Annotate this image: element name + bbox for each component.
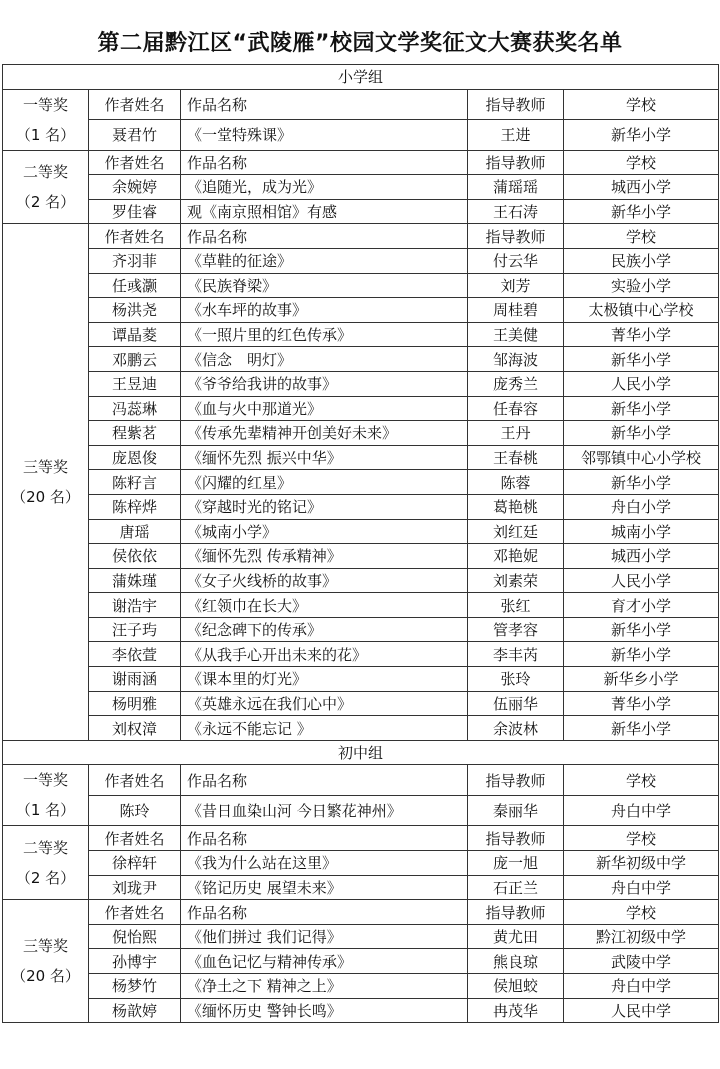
table-row — [3, 949, 719, 974]
teacher-name: 秦丽华 — [468, 795, 564, 826]
work-title: 《我为什么站在这里》 — [181, 851, 468, 876]
award-tier-name: 三等奖 — [22, 937, 68, 956]
teacher-name: 张红 — [468, 593, 564, 618]
header-author: 作者姓名 — [89, 89, 181, 120]
group-title: 初中组 — [3, 740, 719, 765]
school-name: 新华乡小学 — [564, 667, 719, 692]
header-school: 学校 — [564, 826, 719, 851]
table-row — [3, 974, 719, 999]
teacher-name: 王丹 — [468, 421, 564, 446]
author-name: 徐梓轩 — [89, 851, 181, 876]
teacher-name: 周桂碧 — [468, 298, 564, 323]
table-row — [3, 593, 719, 618]
author-name: 谭晶菱 — [89, 322, 181, 347]
award-tier — [3, 89, 89, 150]
header-teacher: 指导教师 — [468, 150, 564, 175]
award-tier-name: 三等奖 — [22, 458, 68, 477]
teacher-name: 庞秀兰 — [468, 371, 564, 396]
award-tier — [3, 826, 89, 900]
school-name: 人民小学 — [564, 568, 719, 593]
table-row — [3, 396, 719, 421]
teacher-name: 陈蓉 — [468, 470, 564, 495]
teacher-name: 冉茂华 — [468, 998, 564, 1023]
header-author: 作者姓名 — [89, 826, 181, 851]
teacher-name: 余波林 — [468, 716, 564, 741]
table-row — [3, 175, 719, 200]
teacher-name: 管孝容 — [468, 617, 564, 642]
header-work: 作品名称 — [181, 89, 468, 120]
school-name: 城南小学 — [564, 519, 719, 544]
award-tier-count: （1 名） — [15, 801, 76, 820]
school-name: 菁华小学 — [564, 322, 719, 347]
table-row — [3, 875, 719, 900]
column-header-row — [3, 224, 719, 249]
table-row — [3, 421, 719, 446]
author-name: 李依萱 — [89, 642, 181, 667]
author-name: 余婉婷 — [89, 175, 181, 200]
work-title: 《民族脊梁》 — [181, 273, 468, 298]
table-row — [3, 445, 719, 470]
school-name: 新华小学 — [564, 642, 719, 667]
author-name: 侯依依 — [89, 544, 181, 569]
work-title: 《信念 明灯》 — [181, 347, 468, 372]
work-title: 《英雄永远在我们心中》 — [181, 691, 468, 716]
school-name: 人民中学 — [564, 998, 719, 1023]
author-name: 程紫茗 — [89, 421, 181, 446]
column-header-row — [3, 826, 719, 851]
author-name: 齐羽菲 — [89, 248, 181, 273]
work-title: 《爷爷给我讲的故事》 — [181, 371, 468, 396]
column-header-row — [3, 765, 719, 796]
work-title: 《穿越时光的铭记》 — [181, 494, 468, 519]
column-header-row — [3, 89, 719, 120]
work-title: 《女子火线桥的故事》 — [181, 568, 468, 593]
table-row — [3, 691, 719, 716]
author-name: 唐瑶 — [89, 519, 181, 544]
work-title: 《缅怀先烈 振兴中华》 — [181, 445, 468, 470]
header-school: 学校 — [564, 900, 719, 925]
author-name: 刘权漳 — [89, 716, 181, 741]
header-work: 作品名称 — [181, 826, 468, 851]
work-title: 《传承先辈精神开创美好未来》 — [181, 421, 468, 446]
award-tier — [3, 150, 89, 224]
teacher-name: 任春容 — [468, 396, 564, 421]
author-name: 杨明雅 — [89, 691, 181, 716]
school-name: 新华小学 — [564, 120, 719, 151]
author-name: 陈籽言 — [89, 470, 181, 495]
table-row — [3, 851, 719, 876]
teacher-name: 熊良琼 — [468, 949, 564, 974]
author-name: 汪子玙 — [89, 617, 181, 642]
header-teacher: 指导教师 — [468, 89, 564, 120]
teacher-name: 黄尤田 — [468, 924, 564, 949]
header-teacher: 指导教师 — [468, 765, 564, 796]
school-name: 武陵中学 — [564, 949, 719, 974]
school-name: 舟白中学 — [564, 974, 719, 999]
table-row — [3, 795, 719, 826]
work-title: 《一堂特殊课》 — [181, 120, 468, 151]
school-name: 新华小学 — [564, 347, 719, 372]
work-title: 《从我手心开出未来的花》 — [181, 642, 468, 667]
school-name: 邻鄂镇中心小学校 — [564, 445, 719, 470]
table-row — [3, 470, 719, 495]
header-school: 学校 — [564, 765, 719, 796]
header-teacher: 指导教师 — [468, 900, 564, 925]
school-name: 新华初级中学 — [564, 851, 719, 876]
header-author: 作者姓名 — [89, 224, 181, 249]
author-name: 谢雨涵 — [89, 667, 181, 692]
author-name: 蒲姝瑾 — [89, 568, 181, 593]
page-title: 第二届黔江区“武陵雁”校园文学奖征文大赛获奖名单 — [97, 31, 623, 56]
work-title: 《闪耀的红星》 — [181, 470, 468, 495]
work-title: 《净土之下 精神之上》 — [181, 974, 468, 999]
school-name: 新华小学 — [564, 470, 719, 495]
award-tier-count: （20 名） — [11, 488, 80, 507]
award-tier — [3, 224, 89, 740]
school-name: 新华小学 — [564, 617, 719, 642]
author-name: 孙博宇 — [89, 949, 181, 974]
award-tier-name: 一等奖 — [22, 95, 68, 114]
column-header-row — [3, 150, 719, 175]
author-name: 王昱迪 — [89, 371, 181, 396]
school-name: 人民小学 — [564, 371, 719, 396]
school-name: 黔江初级中学 — [564, 924, 719, 949]
table-row — [3, 298, 719, 323]
award-tier-count: （2 名） — [15, 868, 76, 887]
work-title: 《缅怀历史 警钟长鸣》 — [181, 998, 468, 1023]
school-name: 育才小学 — [564, 593, 719, 618]
author-name: 倪怡熙 — [89, 924, 181, 949]
school-name: 实验小学 — [564, 273, 719, 298]
author-name: 邓鹏云 — [89, 347, 181, 372]
work-title: 《血与火中那道光》 — [181, 396, 468, 421]
work-title: 《草鞋的征途》 — [181, 248, 468, 273]
work-title: 《追随光，成为光》 — [181, 175, 468, 200]
award-tier-name: 二等奖 — [22, 162, 68, 181]
award-tier — [3, 900, 89, 1023]
work-title: 《昔日血染山河 今日繁花神州》 — [181, 795, 468, 826]
teacher-name: 王春桃 — [468, 445, 564, 470]
table-row — [3, 120, 719, 151]
header-work: 作品名称 — [181, 765, 468, 796]
header-work: 作品名称 — [181, 900, 468, 925]
school-name: 菁华小学 — [564, 691, 719, 716]
author-name: 陈梓烨 — [89, 494, 181, 519]
school-name: 城西小学 — [564, 175, 719, 200]
teacher-name: 邓艳妮 — [468, 544, 564, 569]
table-row — [3, 667, 719, 692]
table-row — [3, 322, 719, 347]
table-row — [3, 273, 719, 298]
teacher-name: 石正兰 — [468, 875, 564, 900]
teacher-name: 李丰芮 — [468, 642, 564, 667]
group-header-row — [3, 740, 719, 765]
group-title: 小学组 — [3, 65, 719, 90]
work-title: 观《南京照相馆》有感 — [181, 199, 468, 224]
award-tier-count: （1 名） — [15, 125, 76, 144]
teacher-name: 葛艳桃 — [468, 494, 564, 519]
table-row — [3, 519, 719, 544]
teacher-name: 刘芳 — [468, 273, 564, 298]
header-school: 学校 — [564, 89, 719, 120]
teacher-name: 刘红廷 — [468, 519, 564, 544]
table-row — [3, 371, 719, 396]
table-row — [3, 544, 719, 569]
table-row — [3, 347, 719, 372]
header-work: 作品名称 — [181, 224, 468, 249]
work-title: 《血色记忆与精神传承》 — [181, 949, 468, 974]
author-name: 聂君竹 — [89, 120, 181, 151]
table-row — [3, 568, 719, 593]
column-header-row — [3, 900, 719, 925]
table-row — [3, 642, 719, 667]
school-name: 民族小学 — [564, 248, 719, 273]
work-title: 《课本里的灯光》 — [181, 667, 468, 692]
teacher-name: 王石涛 — [468, 199, 564, 224]
header-author: 作者姓名 — [89, 150, 181, 175]
work-title: 《永远不能忘记 》 — [181, 716, 468, 741]
header-teacher: 指导教师 — [468, 826, 564, 851]
teacher-name: 邹海波 — [468, 347, 564, 372]
table-row — [3, 716, 719, 741]
header-school: 学校 — [564, 224, 719, 249]
school-name: 舟白小学 — [564, 494, 719, 519]
award-tier-count: （20 名） — [11, 967, 80, 986]
header-teacher: 指导教师 — [468, 224, 564, 249]
school-name: 新华小学 — [564, 396, 719, 421]
school-name: 舟白中学 — [564, 795, 719, 826]
work-title: 《他们拼过 我们记得》 — [181, 924, 468, 949]
work-title: 《纪念碑下的传承》 — [181, 617, 468, 642]
author-name: 杨梦竹 — [89, 974, 181, 999]
teacher-name: 蒲瑶瑶 — [468, 175, 564, 200]
work-title: 《城南小学》 — [181, 519, 468, 544]
work-title: 《水车坪的故事》 — [181, 298, 468, 323]
author-name: 庞恩俊 — [89, 445, 181, 470]
school-name: 新华小学 — [564, 716, 719, 741]
table-row — [3, 248, 719, 273]
award-list-table — [2, 64, 719, 1023]
teacher-name: 付云华 — [468, 248, 564, 273]
author-name: 杨洪尧 — [89, 298, 181, 323]
award-tier-count: （2 名） — [15, 192, 76, 211]
school-name: 舟白中学 — [564, 875, 719, 900]
author-name: 任彧灏 — [89, 273, 181, 298]
header-work: 作品名称 — [181, 150, 468, 175]
school-name: 太极镇中心学校 — [564, 298, 719, 323]
teacher-name: 张玲 — [468, 667, 564, 692]
author-name: 罗佳睿 — [89, 199, 181, 224]
work-title: 《红领巾在长大》 — [181, 593, 468, 618]
author-name: 陈玲 — [89, 795, 181, 826]
work-title: 《缅怀先烈 传承精神》 — [181, 544, 468, 569]
table-row — [3, 924, 719, 949]
teacher-name: 刘素荣 — [468, 568, 564, 593]
author-name: 刘珑尹 — [89, 875, 181, 900]
teacher-name: 庞一旭 — [468, 851, 564, 876]
award-tier-name: 一等奖 — [22, 771, 68, 790]
author-name: 冯蕊琳 — [89, 396, 181, 421]
teacher-name: 侯旭蛟 — [468, 974, 564, 999]
work-title: 《铭记历史 展望未来》 — [181, 875, 468, 900]
teacher-name: 伍丽华 — [468, 691, 564, 716]
work-title: 《一照片里的红色传承》 — [181, 322, 468, 347]
school-name: 城西小学 — [564, 544, 719, 569]
author-name: 杨歆婷 — [89, 998, 181, 1023]
table-row — [3, 617, 719, 642]
group-header-row — [3, 65, 719, 90]
author-name: 谢浩宇 — [89, 593, 181, 618]
header-author: 作者姓名 — [89, 765, 181, 796]
table-row — [3, 494, 719, 519]
table-row — [3, 199, 719, 224]
header-author: 作者姓名 — [89, 900, 181, 925]
school-name: 新华小学 — [564, 199, 719, 224]
teacher-name: 王进 — [468, 120, 564, 151]
header-school: 学校 — [564, 150, 719, 175]
award-tier-name: 二等奖 — [22, 838, 68, 857]
school-name: 新华小学 — [564, 421, 719, 446]
award-tier — [3, 765, 89, 826]
table-row — [3, 998, 719, 1023]
teacher-name: 王美健 — [468, 322, 564, 347]
